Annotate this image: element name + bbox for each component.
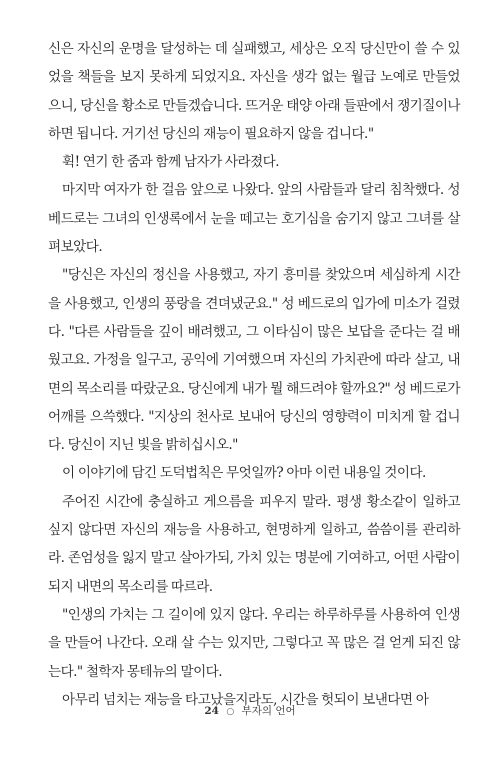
page-number: 24: [204, 705, 219, 717]
page-footer: [0, 703, 500, 718]
paragraph-quote: "당신은 자신의 정신을 사용했고, 자기 흥미를 찾았으며 세심하게 시간을 사용했고, 인생의 풍랑을 견뎌냈군요." 성 베드로의 입가에 미소가 걸렸다. "다른 사람들을 깊이 배려했고, 그 이타심이 많은 보답을 준다는 걸 배웠고요. 가정을 일구고, 공익에 기여했으며 자신의 가치관에 따라 살고, 내면의 목소리를 따랐군요. 당신에게 내가 뭘 해드려야 할까요?" 성 베드로가 어깨를 으쓱했다. "지상의 천사로 보내어 당신의 영향력이 미치게 할 겁니다. 당신이 지닌 빛을 밝히십시오.": [48, 267, 460, 454]
paragraph-continued: 신은 자신의 운명을 달성하는 데 실패했고, 세상은 오직 당신만이 쓸 수 있었을 책들을 보지 못하게 되었지요. 자신을 생각 없는 월급 노예로 만들었으니, 당신을 황소로 만들겠습니다. 뜨거운 태양 아래 들판에서 쟁기질이나 하면 됩니다. 거기선 당신의 재능이 필요하지 않을 겁니다.": [48, 41, 460, 142]
paragraph-quote: "인생의 가치는 그 길이에 있지 않다. 우리는 하루하루를 사용하여 인생을 만들어 나간다. 오래 살 수는 있지만, 그렇다고 꼭 많은 걸 얻게 되진 않는다." 철학자 몽테뉴의 말이다.: [48, 606, 460, 680]
paragraph: 주어진 시간에 충실하고 게으름을 피우지 말라. 평생 황소같이 일하고 싶지 않다면 자신의 재능을 사용하고, 현명하게 일하고, 씀씀이를 관리하라. 존엄성을 잃지 말고 살아가되, 가치 있는 명분에 기여하고, 어떤 사람이 되지 내면의 목소리를 따르라.: [48, 493, 460, 595]
book-page-body: [48, 35, 460, 714]
paragraph-trailing: 아무리 넘치는 재능을 타고났을지라도, 시간을 헛되이 보낸다면 아: [62, 691, 429, 708]
paragraph: 이 이야기에 담긴 도덕법칙은 무엇일까? 아마 이런 내용일 것이다.: [62, 465, 426, 482]
paragraph: 휙! 연기 한 줌과 함께 남자가 사라졌다.: [62, 154, 280, 171]
book-title: 부자의 언어: [241, 705, 296, 717]
paragraph: 마지막 여자가 한 걸음 앞으로 나왔다. 앞의 사람들과 달리 침착했다. 성 베드로는 그녀의 인생록에서 눈을 떼고는 호기심을 숨기지 않고 그녀를 살펴보았다.: [48, 182, 460, 256]
footer-separator-icon: ○: [226, 707, 235, 717]
